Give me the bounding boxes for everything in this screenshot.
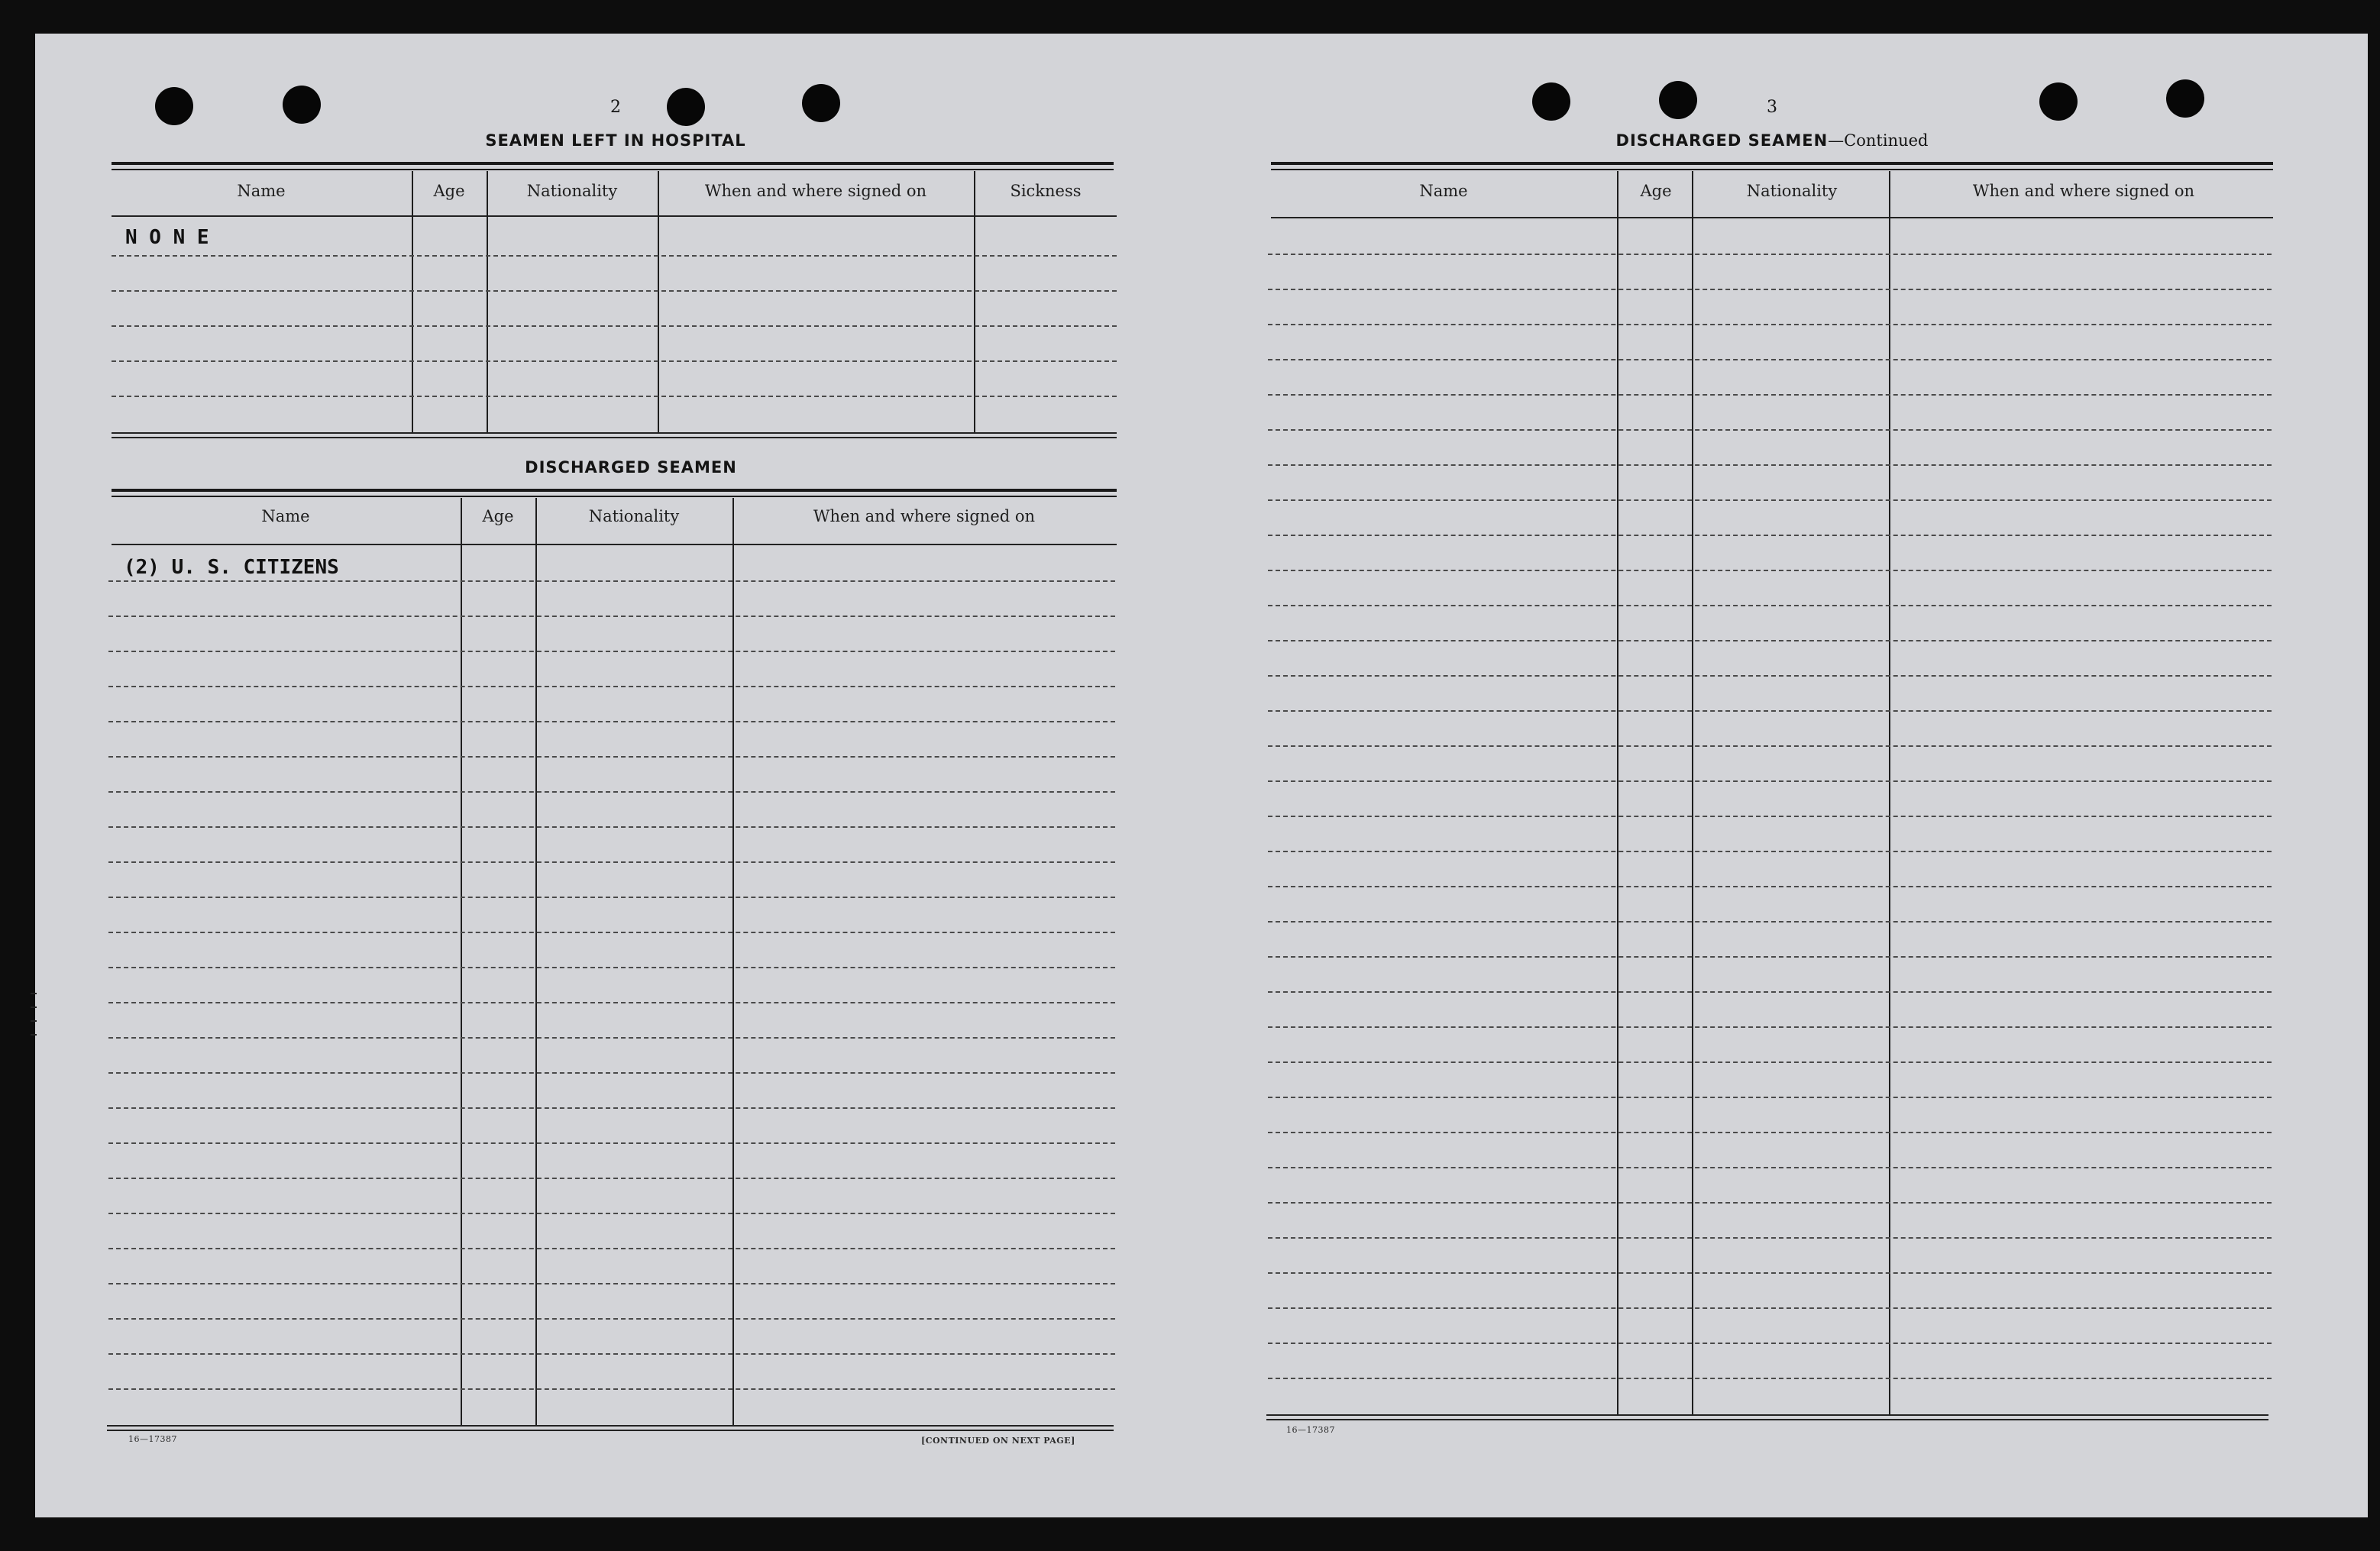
entry-line <box>108 1283 1115 1284</box>
entry-line <box>1268 921 2272 923</box>
entry-line <box>112 290 1117 292</box>
column-divider <box>487 171 488 434</box>
punch-hole <box>2166 79 2204 118</box>
entry-line <box>1268 780 2272 782</box>
right-bottom-rule <box>1266 1414 2268 1416</box>
entry-line <box>1268 605 2272 606</box>
hospital-top-rule <box>112 162 1114 165</box>
header-underline <box>112 215 1117 217</box>
column-divider <box>974 171 975 434</box>
form-number-right: 16—17387 <box>1286 1425 1335 1435</box>
entry-line <box>108 1213 1115 1214</box>
entry-line <box>108 1318 1115 1320</box>
col-name: Name <box>1419 182 1468 200</box>
form-number-left: 16—17387 <box>128 1434 177 1444</box>
entry-line <box>1268 1202 2272 1204</box>
entry-line <box>1268 1237 2272 1239</box>
entry-line <box>1268 394 2272 396</box>
punch-hole <box>1659 81 1697 119</box>
entry-line <box>1268 745 2272 747</box>
column-divider <box>1617 171 1618 1416</box>
entry-line <box>108 1002 1115 1003</box>
entry-line <box>108 721 1115 722</box>
page-number-right: 3 <box>1767 98 1777 117</box>
entry-line <box>108 861 1115 863</box>
punch-hole <box>802 84 840 122</box>
header-underline <box>1271 217 2273 218</box>
entry-line <box>1268 851 2272 852</box>
hospital-bottom-rule <box>112 437 1117 438</box>
entry-line <box>108 897 1115 898</box>
entry-line <box>108 1072 1115 1074</box>
discharged-entry: (2) U. S. CITIZENS <box>124 556 339 579</box>
entry-line <box>112 360 1117 362</box>
entry-line <box>108 616 1115 617</box>
column-divider <box>535 498 537 1425</box>
entry-line <box>1268 1167 2272 1168</box>
entry-line <box>112 255 1117 257</box>
entry-line <box>1268 570 2272 571</box>
entry-line <box>108 932 1115 933</box>
page-number-left: 2 <box>610 98 621 117</box>
column-divider <box>1889 171 1890 1416</box>
entry-line <box>1268 359 2272 360</box>
entry-line <box>1268 464 2272 466</box>
entry-line <box>1268 1378 2272 1379</box>
right-top-rule <box>1271 162 2273 165</box>
edge-mark <box>31 1020 37 1022</box>
entry-line <box>108 651 1115 652</box>
punch-hole <box>667 88 705 126</box>
hospital-bottom-rule <box>112 432 1117 434</box>
entry-line <box>112 325 1117 327</box>
punch-hole <box>283 86 321 124</box>
entry-line <box>1268 254 2272 255</box>
column-divider <box>461 498 462 1425</box>
entry-line <box>108 1353 1115 1355</box>
entry-line <box>1268 1272 2272 1274</box>
entry-line <box>108 1037 1115 1039</box>
entry-line <box>1268 1132 2272 1133</box>
punch-hole <box>1532 82 1570 121</box>
entry-line <box>108 1388 1115 1390</box>
entry-line <box>1268 991 2272 993</box>
entry-line <box>108 1107 1115 1109</box>
discharged-continued-title-main: DISCHARGED SEAMEN <box>1615 131 1829 150</box>
col-when-where: When and where signed on <box>813 507 1036 525</box>
hospital-entry-none: N O N E <box>125 226 209 249</box>
entry-line <box>1268 1026 2272 1028</box>
entry-line <box>1268 1343 2272 1344</box>
entry-line <box>108 967 1115 968</box>
entry-line <box>1268 429 2272 431</box>
hospital-top-rule <box>112 169 1114 170</box>
col-when-where: When and where signed on <box>1972 182 2195 200</box>
discharged-top-rule <box>112 489 1117 492</box>
column-divider <box>658 171 659 434</box>
discharged-continued-title-suffix: —Continued <box>1828 131 1929 150</box>
entry-line <box>1268 324 2272 325</box>
entry-line <box>108 1248 1115 1249</box>
entry-line <box>1268 1061 2272 1063</box>
entry-line <box>108 1142 1115 1144</box>
header-underline <box>112 544 1117 545</box>
edge-mark <box>31 993 37 994</box>
continued-note: [CONTINUED ON NEXT PAGE] <box>921 1436 1075 1446</box>
entry-line <box>112 396 1117 397</box>
column-divider <box>732 498 734 1425</box>
col-name: Name <box>261 507 310 525</box>
entry-line <box>1268 675 2272 677</box>
entry-line <box>108 580 1115 582</box>
discharged-bottom-rule <box>107 1425 1114 1427</box>
entry-line <box>1268 499 2272 501</box>
edge-mark <box>31 1007 37 1008</box>
col-age: Age <box>482 507 514 525</box>
entry-line <box>108 1178 1115 1179</box>
entry-line <box>1268 289 2272 290</box>
column-divider <box>1692 171 1693 1416</box>
edge-mark <box>31 1034 37 1036</box>
entry-line <box>1268 640 2272 641</box>
discharged-top-rule <box>112 496 1117 497</box>
entry-line <box>1268 710 2272 712</box>
punch-hole <box>155 87 193 125</box>
right-top-rule <box>1271 169 2273 170</box>
entry-line <box>1268 816 2272 817</box>
col-sickness: Sickness <box>1010 182 1082 200</box>
col-nationality: Nationality <box>526 182 618 200</box>
entry-line <box>1268 956 2272 958</box>
entry-line <box>1268 1097 2272 1098</box>
col-age: Age <box>1640 182 1672 200</box>
col-when-where: When and where signed on <box>704 182 927 200</box>
entry-line <box>1268 1307 2272 1309</box>
discharged-bottom-rule <box>107 1430 1114 1431</box>
entry-line <box>1268 535 2272 536</box>
column-divider <box>412 171 413 434</box>
hospital-section-title: SEAMEN LEFT IN HOSPITAL <box>485 131 746 150</box>
entry-line <box>108 791 1115 793</box>
entry-line <box>108 826 1115 828</box>
col-nationality: Nationality <box>1746 182 1838 200</box>
col-age: Age <box>433 182 465 200</box>
col-name: Name <box>237 182 286 200</box>
discharged-continued-title <box>1558 131 1986 150</box>
discharged-section-title: DISCHARGED SEAMEN <box>525 458 737 477</box>
entry-line <box>1268 886 2272 887</box>
entry-line <box>108 756 1115 758</box>
col-nationality: Nationality <box>588 507 680 525</box>
right-bottom-rule <box>1266 1419 2268 1420</box>
punch-hole <box>2039 82 2078 121</box>
entry-line <box>108 686 1115 687</box>
